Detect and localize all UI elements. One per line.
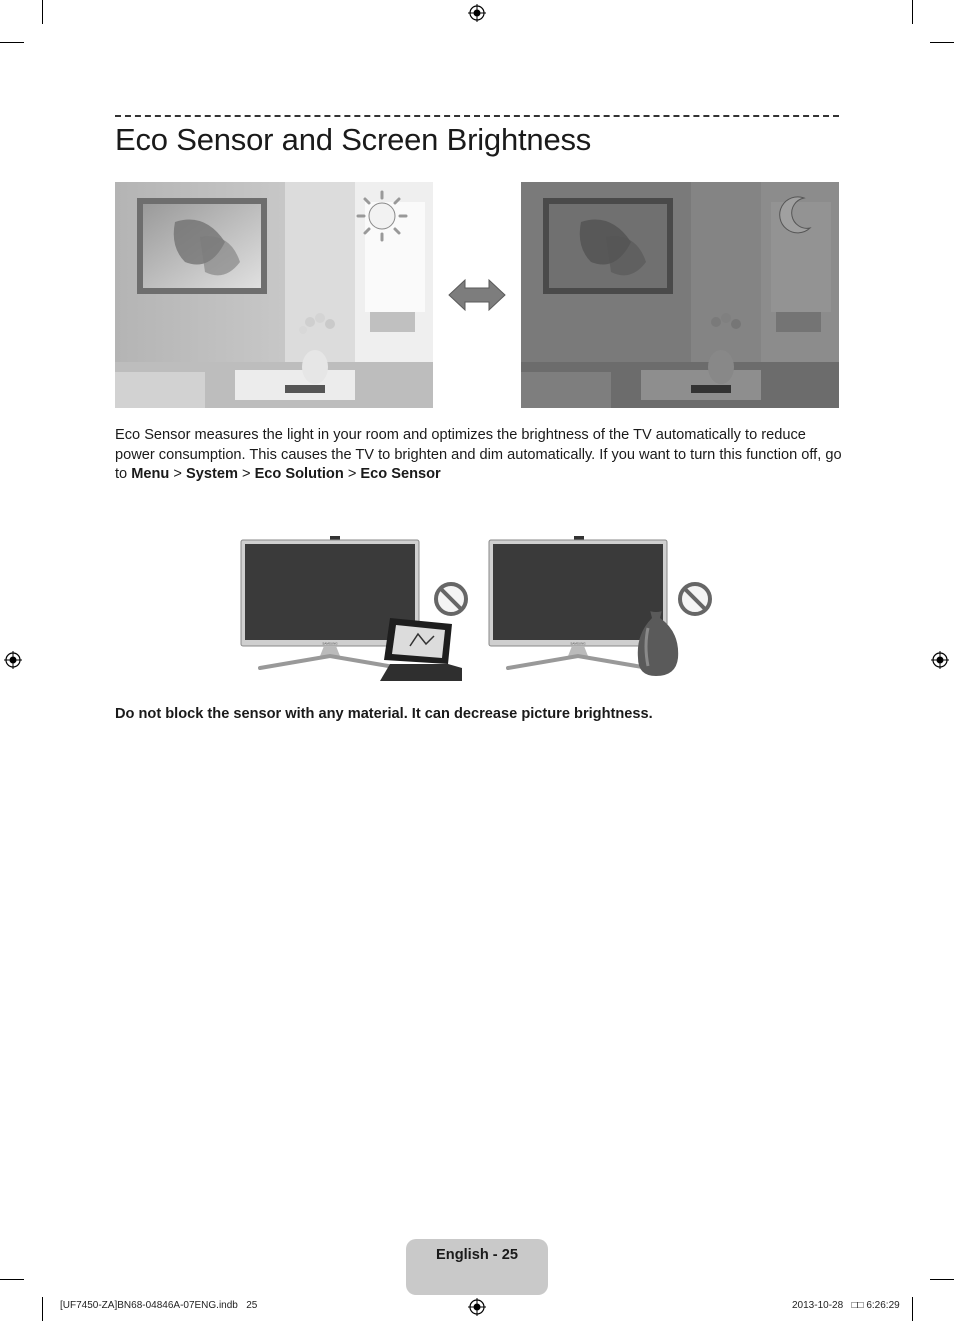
section-divider (115, 115, 839, 117)
print-slug-right: 2013-10-28 □□ 6:26:29 (792, 1300, 900, 1311)
prohibited-icon (432, 580, 470, 618)
tv-brand-label: SAMSUNG (322, 641, 338, 646)
eco-sensor-description (115, 426, 843, 485)
crop-mark (912, 1297, 913, 1321)
dim-room-illustration (521, 182, 839, 408)
path-system: System (186, 466, 238, 482)
path-eco-sensor: Eco Sensor (360, 466, 441, 482)
crop-mark (42, 1297, 43, 1321)
page-number: English - 25 (436, 1247, 518, 1263)
description-intro: Eco Sensor measures the light in your room and optimizes the brightness of the TV automatically to reduce power consumption. This causes the TV to brighten and dim automatically. If you want to turn this function off, go to (115, 427, 842, 482)
crop-mark (930, 42, 954, 43)
path-separator: > (347, 466, 357, 482)
page-title: Eco Sensor and Screen Brightness (115, 122, 592, 157)
tv-blocked-by-vase-illustration (488, 536, 688, 680)
path-menu: Menu (131, 466, 170, 482)
registration-mark-icon (468, 4, 486, 22)
crop-mark (930, 1279, 954, 1280)
registration-mark-icon (468, 1298, 486, 1316)
crop-mark (912, 0, 913, 24)
path-separator: > (173, 466, 182, 482)
registration-mark-icon (4, 651, 22, 669)
print-slug-left: [UF7450-ZA]BN68-04846A-07ENG.indb 25 (60, 1300, 258, 1311)
sensor-warning: Do not block the sensor with any material. It can decrease picture brightness. (115, 706, 653, 722)
sun-icon (358, 192, 406, 240)
path-separator: > (241, 466, 251, 482)
bright-room-illustration (115, 182, 433, 408)
prohibited-icon (676, 580, 714, 618)
photo-frame (380, 618, 462, 681)
crop-mark (42, 0, 43, 24)
double-arrow-icon (447, 276, 507, 314)
crop-mark (0, 42, 24, 43)
tv-brand-label: SAMSUNG (570, 641, 586, 646)
path-eco-solution: Eco Solution (254, 466, 344, 482)
crop-mark (0, 1279, 24, 1280)
registration-mark-icon (931, 651, 949, 669)
